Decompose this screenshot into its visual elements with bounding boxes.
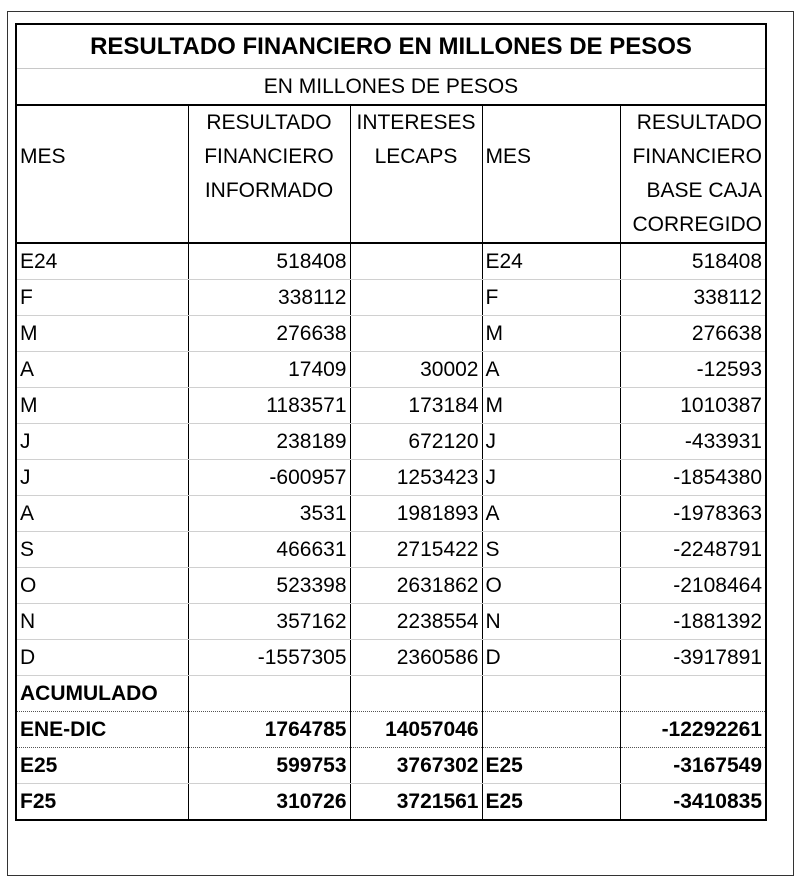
financial-results-table (15, 23, 767, 821)
cell-mes2: D (482, 640, 620, 676)
cell-corregido: -1978363 (620, 496, 766, 532)
header-cell-col3 (350, 208, 482, 243)
table-row (16, 460, 766, 496)
table-row (16, 424, 766, 460)
cell-corregido: -1854380 (620, 460, 766, 496)
header-cell-col3: INTERESES (350, 105, 482, 140)
table-row (16, 784, 766, 821)
cell-lecaps: 2631862 (350, 568, 482, 604)
header-row (16, 105, 766, 140)
table-row (16, 568, 766, 604)
cell-corregido (620, 676, 766, 712)
cell-mes2: F (482, 280, 620, 316)
table-title: RESULTADO FINANCIERO EN MILLONES DE PESOS (16, 24, 766, 69)
cell-mes: M (16, 388, 188, 424)
cell-lecaps: 1253423 (350, 460, 482, 496)
cell-informado: -600957 (188, 460, 350, 496)
cell-corregido: 1010387 (620, 388, 766, 424)
header-cell-col5: CORREGIDO (620, 208, 766, 243)
cell-mes2: E25 (482, 748, 620, 784)
cell-corregido: -12593 (620, 352, 766, 388)
table-row (16, 280, 766, 316)
cell-informado: 466631 (188, 532, 350, 568)
table-row (16, 712, 766, 748)
cell-lecaps: 2715422 (350, 532, 482, 568)
header-cell-col5: FINANCIERO (620, 140, 766, 174)
cell-mes2: A (482, 352, 620, 388)
cell-informado: 276638 (188, 316, 350, 352)
header-row (16, 208, 766, 243)
table-row (16, 496, 766, 532)
cell-lecaps (350, 676, 482, 712)
cell-lecaps: 2238554 (350, 604, 482, 640)
cell-mes: E24 (16, 243, 188, 280)
cell-mes2: S (482, 532, 620, 568)
cell-corregido: -3167549 (620, 748, 766, 784)
table-row (16, 676, 766, 712)
cell-lecaps (350, 243, 482, 280)
cell-corregido: -3410835 (620, 784, 766, 821)
cell-informado: 599753 (188, 748, 350, 784)
cell-lecaps: 2360586 (350, 640, 482, 676)
table-row (16, 316, 766, 352)
cell-mes: J (16, 460, 188, 496)
cell-mes2: E25 (482, 784, 620, 821)
cell-lecaps: 1981893 (350, 496, 482, 532)
cell-informado: 518408 (188, 243, 350, 280)
cell-corregido: -3917891 (620, 640, 766, 676)
cell-informado: 523398 (188, 568, 350, 604)
cell-mes: O (16, 568, 188, 604)
table-row (16, 532, 766, 568)
cell-corregido: 338112 (620, 280, 766, 316)
cell-corregido: 518408 (620, 243, 766, 280)
cell-corregido: -2248791 (620, 532, 766, 568)
table-row (16, 388, 766, 424)
cell-mes: E25 (16, 748, 188, 784)
table-row (16, 243, 766, 280)
cell-mes2: M (482, 316, 620, 352)
cell-mes2: A (482, 496, 620, 532)
header-row (16, 174, 766, 208)
cell-corregido: -2108464 (620, 568, 766, 604)
cell-lecaps: 3721561 (350, 784, 482, 821)
header-cell-col5: BASE CAJA (620, 174, 766, 208)
table-row (16, 748, 766, 784)
cell-mes: J (16, 424, 188, 460)
cell-lecaps (350, 316, 482, 352)
cell-mes: ACUMULADO (16, 676, 188, 712)
cell-corregido: -433931 (620, 424, 766, 460)
cell-mes2: O (482, 568, 620, 604)
cell-lecaps: 3767302 (350, 748, 482, 784)
cell-mes: D (16, 640, 188, 676)
header-cell-col2: FINANCIERO (188, 140, 350, 174)
cell-mes: ENE-DIC (16, 712, 188, 748)
header-row (16, 140, 766, 174)
cell-mes2 (482, 712, 620, 748)
cell-mes: N (16, 604, 188, 640)
cell-mes: A (16, 496, 188, 532)
cell-mes: M (16, 316, 188, 352)
header-cell-col5: RESULTADO (620, 105, 766, 140)
cell-informado: 357162 (188, 604, 350, 640)
header-cell-col2: INFORMADO (188, 174, 350, 208)
table-row (16, 352, 766, 388)
cell-mes2 (482, 676, 620, 712)
header-cell-col4 (482, 174, 620, 208)
cell-lecaps: 30002 (350, 352, 482, 388)
cell-informado: 338112 (188, 280, 350, 316)
header-cell-col3: LECAPS (350, 140, 482, 174)
header-cell-col1 (16, 174, 188, 208)
cell-mes2: J (482, 460, 620, 496)
header-cell-col2: RESULTADO (188, 105, 350, 140)
cell-informado (188, 676, 350, 712)
cell-lecaps: 672120 (350, 424, 482, 460)
cell-mes: F25 (16, 784, 188, 821)
header-cell-col4: MES (482, 140, 620, 174)
header-cell-col4 (482, 208, 620, 243)
cell-mes: S (16, 532, 188, 568)
cell-corregido: -12292261 (620, 712, 766, 748)
cell-mes: A (16, 352, 188, 388)
header-cell-col2 (188, 208, 350, 243)
cell-lecaps: 173184 (350, 388, 482, 424)
table-row (16, 604, 766, 640)
cell-informado: 3531 (188, 496, 350, 532)
cell-informado: 17409 (188, 352, 350, 388)
cell-informado: 1764785 (188, 712, 350, 748)
cell-informado: 238189 (188, 424, 350, 460)
cell-corregido: 276638 (620, 316, 766, 352)
header-cell-col4 (482, 105, 620, 140)
cell-mes2: J (482, 424, 620, 460)
cell-informado: 1183571 (188, 388, 350, 424)
header-cell-col1 (16, 105, 188, 140)
header-cell-col1: MES (16, 140, 188, 174)
table-row (16, 640, 766, 676)
cell-mes2: E24 (482, 243, 620, 280)
cell-corregido: -1881392 (620, 604, 766, 640)
cell-mes2: N (482, 604, 620, 640)
cell-informado: 310726 (188, 784, 350, 821)
cell-mes2: M (482, 388, 620, 424)
table-subtitle: EN MILLONES DE PESOS (16, 69, 766, 106)
cell-informado: -1557305 (188, 640, 350, 676)
header-cell-col1 (16, 208, 188, 243)
cell-lecaps (350, 280, 482, 316)
cell-lecaps: 14057046 (350, 712, 482, 748)
cell-mes: F (16, 280, 188, 316)
header-cell-col3 (350, 174, 482, 208)
